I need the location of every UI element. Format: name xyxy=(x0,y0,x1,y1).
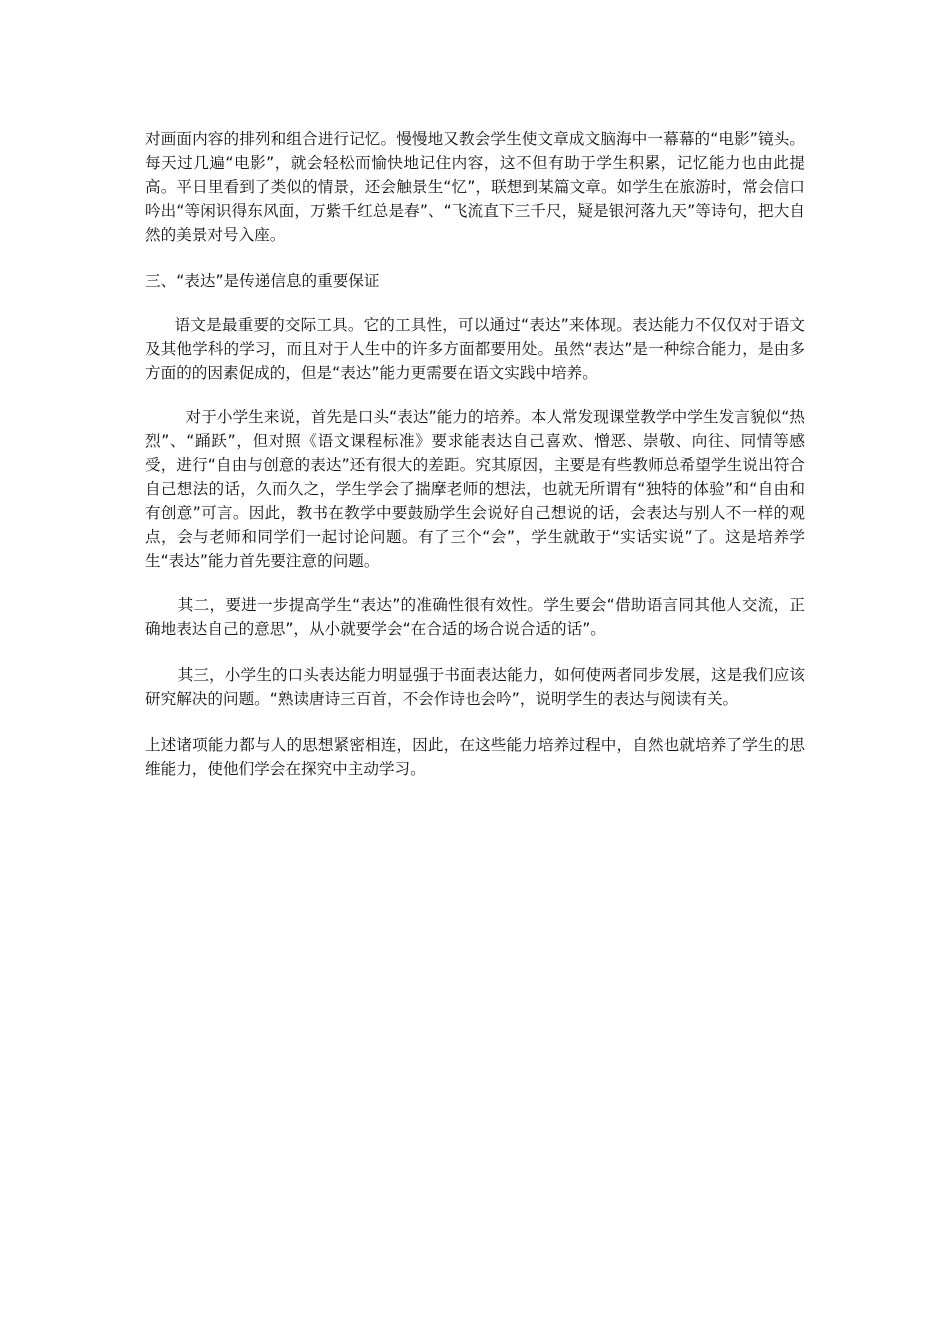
section-heading-expression: 三、“表达”是传递信息的重要保证 xyxy=(145,272,380,290)
document-page xyxy=(145,127,805,781)
paragraph-memory-images: 对画面内容的排列和组合进行记忆。慢慢地又教会学生使文章成文脑海中一幕幕的“电影”镜头。每天过几遍“电影”，就会轻松而愉快地记住内容，这不但有助于学生积累，记忆能力也由此提高。平日里看到了类似的情景，还会触景生“忆”，联想到某篇文章。如学生在旅游时，常会信口吟出“等闲识得东风面，万紫千红总是春”、“飞流直下三千尺，疑是银河落九天”等诗句，把大自然的美景对号入座。 xyxy=(145,130,805,244)
paragraph-oral-expression: 对于小学生来说，首先是口头“表达”能力的培养。本人常发现课堂教学中学生发言貌似“热烈”、“踊跃”，但对照《语文课程标准》要求能表达自己喜欢、憎恶、崇敬、向往、同情等感受，进行“自由与创意的表达”还有很大的差距。究其原因，主要是有些教师总希望学生说出符合自己想法的话，久而久之，学生学会了揣摩老师的想法，也就无所谓有“独特的体验”和“自由和有创意”可言。因此，教书在教学中要鼓励学生会说好自己想说的话，会表达与别人不一样的观点，会与老师和同学们一起讨论问题。有了三个“会”，学生就敢于“实话实说”了。这是培养学生“表达”能力首先要注意的问题。 xyxy=(145,408,805,570)
paragraph-accuracy: 其二，要进一步提高学生“表达”的准确性很有效性。学生要会“借助语言同其他人交流，正确地表达自己的意思”，从小就要学会“在合适的场合说合适的话”。 xyxy=(145,596,805,638)
paragraph-communication-tool: 语文是最重要的交际工具。它的工具性，可以通过“表达”来体现。表达能力不仅仅对于语文及其他学科的学习，而且对于人生中的许多方面都要用处。虽然“表达”是一种综合能力，是由多方面的的因素促成的，但是“表达”能力更需要在语文实践中培养。 xyxy=(145,316,805,382)
paragraph-conclusion: 上述诸项能力都与人的思想紧密相连，因此，在这些能力培养过程中，自然也就培养了学生的思维能力，使他们学会在探究中主动学习。 xyxy=(145,736,805,778)
paragraph-written-expression: 其三，小学生的口头表达能力明显强于书面表达能力，如何使两者同步发展，这是我们应该研究解决的问题。“熟读唐诗三百首，不会作诗也会吟”，说明学生的表达与阅读有关。 xyxy=(145,666,805,708)
